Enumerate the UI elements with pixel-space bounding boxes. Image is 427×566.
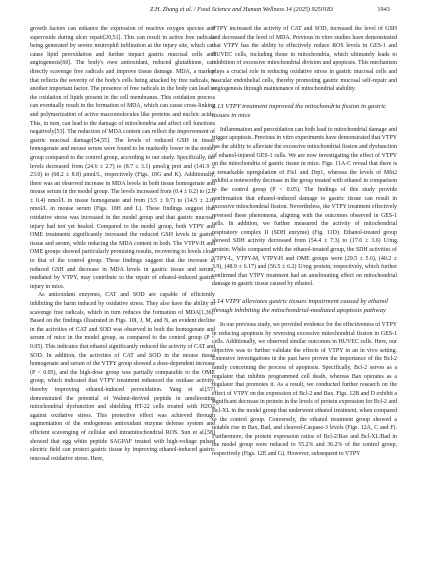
left-column [30, 25, 215, 463]
page-number: 1943 [377, 6, 390, 13]
paragraph: VTPY increased the activity of CAT and SOD, increased the level of GSH and decreased the level of MDA. Previous in vitro studies have demonstrated that VTPY has the ability to effectively reduce ROS levels in GES-1 and HUVEC cells, including those in mitochondria, which ultimately leads to inhibition of excessive mitochondrial division and apoptosis. This mechanism plays a crucial role in reducing oxidative stress in gastric mucosal cells and vascular endothelial cells, thereby promoting gastric mucosal self-repair and angiogenesis through maintenance of mitochondrial stability. [212, 26, 397, 93]
section-heading-3-13: 3.13 VTPY treatment improved the mitochondria fission in gastric tissues in mice [212, 102, 387, 119]
section-heading-3-14: 3.14 VTPY alleviates gastric tissues impairment caused by ethanol through inhibiting the mitochondrial-mediated apoptosis pathway [212, 298, 388, 315]
journal-citation: Z.H. Zhang et al. / Food Science and Human Wellness 14 (2025) 9250183 [150, 6, 334, 13]
paragraph: As antioxidant enzymes, CAT and SOD are capable of efficiently inhibiting the harm induced by oxidative stress. They also have the ability to scavenge free radicals, which in turn reduces the formation of MDA[1,36]. Based on the findings illustrated in Figs. 10I, J, M, and N, an evident decline in the activities of CAT and SOD was observed in both the homogenate and serum of mice in the model group, as compared to the control group (P < 0.05). This indicates that ethanol significantly reduced the activity of CAT and SOD. In addition, the activities of CAT and SOD in the mouse tissue homogenate and serum of the VTPY group showed a dose-dependent increase (P < 0.05), and the high-dose group was partially comparable to the OME group, which indicated that VTPY treatment enhanced the oxidase activity, thereby improving ethanol-induced peroxidation. Yang et al.[57] demonstrated the potential of Walnut-derived peptide in ameliorating mitochondrial dysfunction and shielding HT-22 cells treated with H2O2 against oxidative stress. This protective effect was achieved through augmentation of the endogenous antioxidant enzyme defense system and efficient scavenging of cellular and intramitochondrial ROS. Sun et al.[58] showed that egg white peptide SAGPAF treated with high-voltage pulsed electric field can protect gastric tissue by improving ethanol-induced gastric mucosal oxidative stress. Here, [30, 292, 215, 462]
paragraph: Inflammation and peroxidation can both lead to mitochondrial damage and trigger apoptosis. Previous in vitro experiments have demonstrated that VTPY has the ability to alleviate the excessive mitochondrial fission and dysfunction of ethanol-injured GES-1 cells. We are now investigating the effect of VTPY on the mitochondria of gastric tissue in mice. Figs. 11A-C reveal that there is a remarkable upregulation of Fis1 and Drp1, whereas the levels of Mfn2 exhibit a noteworthy decrease in the group treated with ethanol in comparison to the control group (P < 0.05). The findings of this study provide confirmation that ethanol-induced damage to gastric tissue can result in excessive mitochondrial fission. Nevertheless, the VTPY treatment effectively reversed these phenomena, aligning with the outcomes observed in GES-1 cells. In addition, we further measured the activity of mitochondrial respiratory complex II (SDH enzyme) (Fig. 11D). Ethanol-treated group showed SDH activity decreased from (54.4 ± 7.3) to (17.6 ± 3.6) U/mg protein. While compared with the ethanol-treated group, the SDH activities of VTPY-L, VTPY-M, VTPY-H and OME groups were (29.5 ± 5.6), (40.2 ± 3.9), (48.9 ± 6.17) and (56.5 ± 6.2) U/mg protein, respectively, which further confirmed that VTPY treatment had an ameliorating effect on mitochondrial damage in gastric tissue caused by ethanol. [212, 126, 397, 288]
paragraph: growth factors can enhance the expression of reactive oxygen species and superoxide during ulcer repair[20,51]. This can result in active free radicals being generated by severe neutrophil infiltration at the injury site, which can cause lipid peroxidation and further impact gastric mucosal cells and angiogenesis[60]. The body's own antioxidant, reduced glutathione, can directly scavenge free radicals and improve tissue damage. MDA, a marker that reflects the severity of the body's cells being attacked by free radicals, is another important factor. The presence of free radicals in the body can lead to the oxidation of lipids present in the cell membranes. This oxidation process can eventually result in the formation of MDA, which can cause cross-linking and polymerization of active macromolecules like proteins and nucleic acids. This, in turn, can lead to the damage of mitochondria and affect cell functions negatively[53]. The reduction of MDA content can reflect the improvement of gastric mucosal damage[54,55]. The levels of reduced GSH in tissue homogenate and mouse serum were found to be markedly lower in the model group compared to the control group, according to our study. Specifically, the levels decreased from (24.6 ± 2.7) to (8.7 ± 3.1) μmol/g prot and (141.9 ± 23.0) to (68.2 ± 8.8) μmol/L, respectively (Figs. 10G and K). Additionally, there was an observed increase in MDA levels in both tissue homogenate and mouse serum in the model group. The levels increased from (0.4 ± 0.2) to (2.0 ± 0.4) nmol/L in tissue homogenate and from (3.5 ± 0.7) to (14.5 ± 2.0) nmol/L in mouse serum (Figs. 10H and L). These findings suggest that oxidative stress was increased in the model group and that gastric mucosal injury had not yet healed. Compared to the model group, both VTPY and OME treatments significantly increased the reduced GSH levels in gastric tissue and serum, while reducing the MDA content in both. The VTPY-H and OME groups showed particularly promising results, recovering to levels close to that of the control group. These findings suggest that the increase in reduced GSH and decrease in MDA levels in gastric tissue and serum, mediated by VTPY, may contribute to the repair of ethanol-induced gastric injury in mice. [30, 26, 215, 290]
paragraph: In our previous study, we provided evidence for the effectiveness of VTPY in reducing apoptosis by reversing excessive mitochondrial fission in GES-1 cells. Additionally, we observed similar outcomes in HUVEC cells. Here, our objective was to further validate the effects of VTPY in an in vivo setting. Extensive investigations in the past have proven the importance of the Bcl-2 family concerning the process of apoptosis. Specifically, Bcl-2 serves as a regulator that inhibits programmed cell death, whereas Bax operates as a regulator that promotes it. As a result, we conducted further research on the effect of VTPY on the expression of Bcl-2 and Bax. Figs. 12B and D exhibit a significant decrease in protein in the levels of protein expression for Bcl-2 and Bcl-XL in the model group that underwent ethanol treatment, when compared to the control group. Conversely, the ethanol treatment group showed a notable rise in Bax, Bad, and cleaved-Caspase-3 levels (Figs. 12A, C and F). Furthermore, the protein expression ratios of Bcl-2/Bax and Bcl-XL/Bad in the model group were reduced to 55.2% and 36.2% of the control group, respectively (Figs. 12E and G). However, subsequent to VTPY [212, 322, 397, 457]
right-column [212, 25, 397, 459]
running-header [0, 6, 427, 18]
